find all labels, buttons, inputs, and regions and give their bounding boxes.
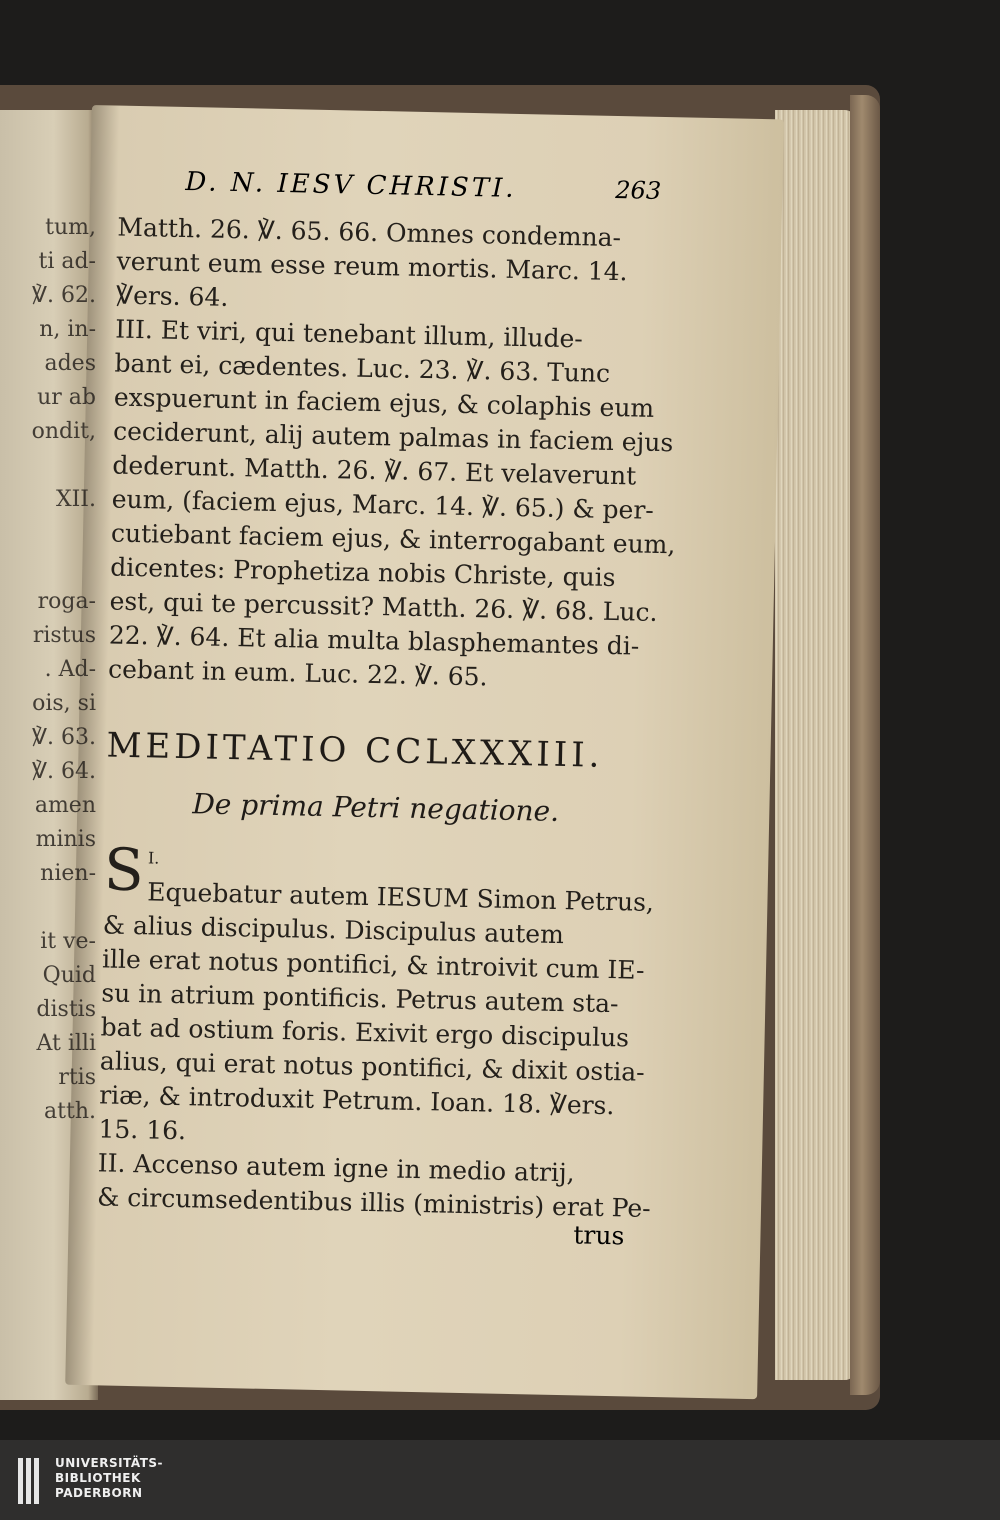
text-line: Equebatur autem IESUM Simon Petrus,: [146, 877, 655, 917]
left-page-fragment: ℣. 64.: [31, 759, 96, 784]
text-line: verunt eum esse reum mortis. Marc. 14.: [116, 246, 628, 287]
left-page-fragment: XII.: [55, 487, 96, 512]
left-page-fragment: distis: [36, 997, 96, 1022]
text-line: & circumsedentibus illis (ministris) erat Pe-: [96, 1182, 651, 1223]
left-page-fragment: roga-: [37, 589, 96, 614]
running-head: D. N. IESV CHRISTI.: [185, 166, 517, 204]
text-line: riæ, & introduxit Petrum. Ioan. 18. ℣ers.: [98, 1080, 615, 1121]
text-line: est, qui te percussit? Matth. 26. ℣. 68. Luc.: [109, 586, 658, 627]
drop-cap-letter: S: [103, 835, 145, 905]
text-line: cebant in eum. Luc. 22. ℣. 65.: [107, 654, 488, 692]
catchword: trus: [573, 1220, 625, 1251]
text-line: su in atrium pontificis. Petrus autem sta-: [101, 978, 619, 1019]
left-page-fragment: ur ab: [37, 385, 96, 410]
text-line: 15. 16.: [98, 1114, 187, 1146]
text-line: dederunt. Matth. 26. ℣. 67. Et velaverunt: [112, 450, 637, 491]
text-line: ceciderunt, alij autem palmas in faciem ejus: [112, 416, 674, 458]
left-page-fragment: nien-: [40, 861, 96, 886]
library-name-line: UNIVERSITÄTS-: [55, 1456, 164, 1470]
footer-bar: [0, 1440, 1000, 1520]
text-line: exspuerunt in faciem ejus, & colaphis eum: [113, 382, 655, 423]
left-page-fragment: ℣. 63.: [31, 725, 96, 750]
text-line: & alius discipulus. Discipulus autem: [102, 910, 565, 950]
left-page-fragment: Quid: [42, 963, 96, 988]
left-page-fragment: minis: [35, 827, 96, 852]
text-line: II. Accenso autem igne in medio atrij,: [97, 1148, 575, 1188]
library-name-line: BIBLIOTHEK: [55, 1471, 141, 1485]
left-page-fragment: ristus: [32, 623, 96, 648]
page-edges: [775, 110, 855, 1380]
left-page-fragment: ondit,: [31, 419, 96, 444]
left-page-fragment: . Ad-: [44, 657, 96, 682]
left-page-fragment: ℣. 62.: [31, 283, 96, 308]
library-name: [55, 1456, 163, 1501]
left-page-fragment: tum,: [45, 215, 96, 240]
right-page: [65, 105, 784, 1399]
text-line: cutiebant faciem ejus, & interrogabant eum,: [110, 518, 676, 560]
left-page-fragment: ades: [44, 351, 96, 376]
text-line: eum, (faciem ejus, Marc. 14. ℣. 65.) & per-: [111, 484, 655, 525]
left-page-fragment: ti ad-: [38, 249, 96, 274]
cover-edge: [850, 95, 880, 1395]
library-logo-icon: [18, 1458, 44, 1504]
left-page-fragment: atth.: [44, 1099, 96, 1124]
left-page-fragment: At illi: [36, 1031, 96, 1056]
text-line: 22. ℣. 64. Et alia multa blasphemantes di-: [108, 620, 640, 661]
left-page-fragment: amen: [34, 793, 96, 818]
meditation-subheading: De prima Petri negatione.: [192, 787, 560, 828]
section-numeral: I.: [147, 848, 160, 868]
text-block-top: [108, 211, 678, 699]
page-number: 263: [615, 175, 662, 205]
text-block-bottom: [96, 835, 665, 1226]
text-line: Matth. 26. ℣. 65. 66. Omnes condemna-: [117, 212, 622, 253]
text-line: ℣ers. 64.: [115, 280, 229, 312]
text-line: ille erat notus pontifici, & introivit cum IE-: [101, 944, 645, 985]
text-line: dicentes: Prophetiza nobis Christe, quis: [110, 552, 616, 593]
text-line: III. Et viri, qui tenebant illum, illude-: [115, 314, 584, 354]
text-line: bat ad ostium foris. Exivit ergo discipulus: [100, 1012, 630, 1053]
left-page-fragment: rtis: [58, 1065, 96, 1090]
text-line: alius, qui erat notus pontifici, & dixit ostia-: [99, 1046, 645, 1087]
text-line: bant ei, cædentes. Luc. 23. ℣. 63. Tunc: [114, 348, 611, 388]
meditation-heading: MEDITATIO CCLXXXIII.: [106, 725, 604, 776]
left-page-fragment: n, in-: [39, 317, 96, 342]
library-name-line: PADERBORN: [55, 1486, 143, 1500]
left-page-fragment: it ve-: [40, 929, 96, 954]
left-page-fragment: ois, si: [32, 691, 96, 716]
